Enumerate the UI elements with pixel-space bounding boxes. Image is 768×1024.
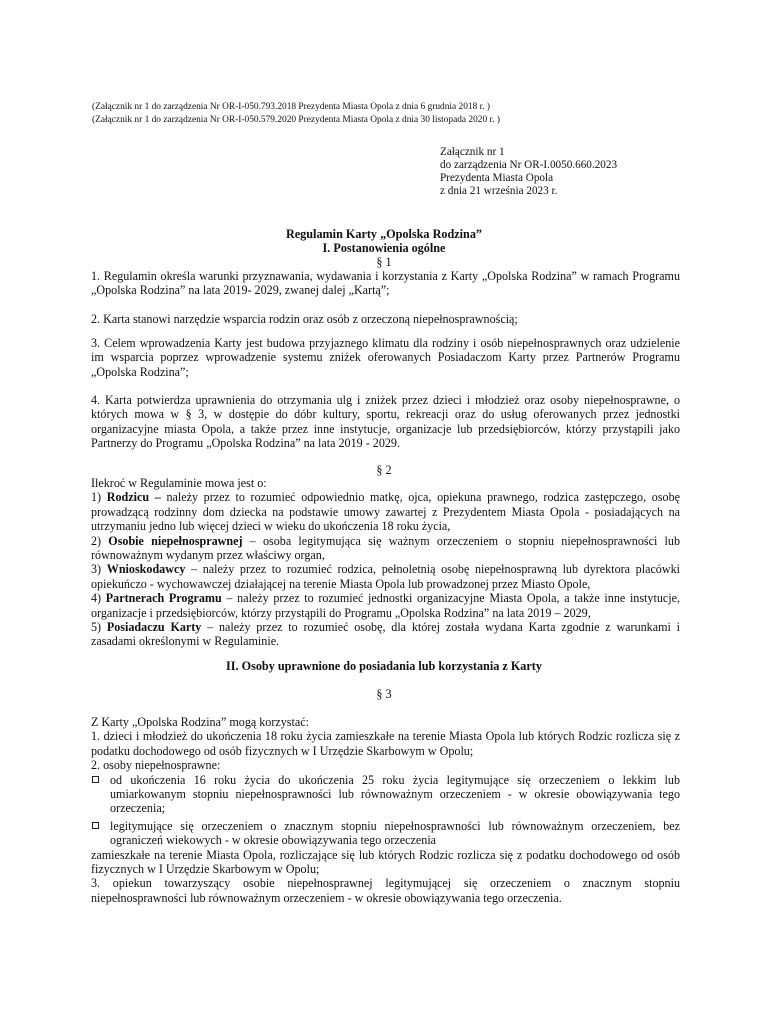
definition-number: 1) [91,490,107,505]
amendment-notes [92,101,500,127]
definition-item [91,562,680,591]
definition-number: 4) [91,591,106,606]
definition-term: Partnerach Programu [105,591,222,606]
definition-text: – należy przez to rozumieć osobę, dla której została wydana Karta zgodnie z warunkami i zasadami określonymi w Regulaminie. [91,620,680,649]
definition-item [91,591,680,620]
paragraph-1-mark: § 1 [376,255,392,269]
definition-item [91,534,680,563]
eligibility-item-3: 3. opiekun towarzyszący osobie niepełnosprawnej legitymującej się orzeczeniem o znacznym stopniu niepełnosprawności lub równoważnym orzeczeniem - w okresie obowiązywania tego orzeczenia. [91,876,680,905]
attachment-line-4: z dnia 21 września 2023 r. [440,185,558,197]
amendment-note-1: (Załącznik nr 1 do zarządzenia Nr OR-I-050.793.2018 Prezydenta Miasta Opola z dnia 6 grudnia 2018 r. ) [92,102,491,112]
attachment-line-3: Prezydenta Miasta Opola [440,172,554,184]
attachment-line-1: Załącznik nr 1 [440,146,505,158]
eligibility-item-2-tail: zamieszkałe na terenie Miasta Opola, rozliczające się lub których Rodzic rozlicza się z podatku dochodowego od osób fizycznych w I Urzędzie Skarbowym w Opolu; [91,847,680,877]
square-bullet-icon [92,776,99,783]
definitions-intro: Ilekroć w Regulaminie mowa jest o: [91,476,267,490]
amendment-note-2: (Załącznik nr 1 do zarządzenia Nr OR-I-050.579.2020 Prezydenta Miasta Opola z dnia 30 listopada 2020 r. ) [92,115,500,125]
definition-number: 5) [91,620,107,635]
eligibility-item-2: 2. osoby niepełnosprawne: [91,758,221,773]
section-1-item-1: 1. Regulamin określa warunki przyznawania, wydawania i korzystania z Karty „Opolska Rodzina” w ramach Programu „Opolska Rodzina” na lata 2019- 2029, zwanej dalej „Kartą”; [91,269,680,298]
definitions-block [91,476,680,649]
definition-item [91,620,680,649]
definition-text: – należy przez to rozumieć jednostki organizacyjne Miasta Opola, a także inne instytucje, organizacje i przedsiębiorców, którzy przystąpili do Programu „Opolska Rodzina” na lata 2019 – 2029, [91,591,680,620]
attachment-line-2: do zarządzenia Nr OR-I.0050.660.2023 [440,159,618,171]
definition-term: Osobie niepełnosprawnej [108,533,243,548]
eligibility-intro: Z Karty „Opolska Rodzina” mogą korzystać: [91,715,309,729]
definition-item [91,490,680,533]
definition-number: 3) [91,562,107,577]
eligibility-bullet-1 [91,773,680,816]
attachment-header [440,146,617,198]
eligibility-block [91,715,680,905]
section-1-item-3: 3. Celem wprowadzenia Karty jest budowa przyjaznego klimatu dla rodziny i osób niepełnosprawnych oraz udzielenie im wsparcia poprzez wprowadzenie systemu zniżek oferowanych Posiadaczom Karty przez Partnerów Programu „Opolska Rodzina”; [91,336,680,379]
eligibility-bullet-2 [91,819,680,848]
definition-text: – osoba legitymująca się ważnym orzeczeniem o stopniu niepełnosprawności lub równoważnym wydanym przez właściwy organ, [91,533,680,563]
document-title: Regulamin Karty „Opolska Rodzina” [285,227,483,241]
definition-term: Rodzicu – [106,490,161,505]
bullet-text: legitymujące się orzeczeniem o znacznym stopniu niepełnosprawności lub równoważnym orzeczeniem, bez ograniczeń wiekowych - w okresie obowiązywania tego orzeczenia [110,818,680,848]
eligibility-item-1: 1. dzieci i młodzież do ukończenia 18 roku życia zamieszkałe na terenie Miasta Opola lub których Rodzic rozlicza się z podatku dochodowego od osób fizycznych w I Urzędzie Skarbowym w Opolu; [91,729,680,758]
definition-text: należy przez to rozumieć odpowiednio matkę, ojca, opiekuna prawnego, rodzica zastępczego, osobę prowadzącą rodzinny dom dziecka na podstawie umowy zawartej z Prezydentem Miasta Opola - posiadających na utrzymaniu jedno lub więcej dzieci w wieku do ukończenia 18 roku życia, [91,490,680,534]
bullet-text: od ukończenia 16 roku życia do ukończenia 25 roku życia legitymujące się orzeczeniem o lekkim lub umiarkowanym stopniu niepełnosprawności lub równoważnym orzeczeniem - w okresie obowiązywania tego orzeczenia; [110,772,680,816]
definition-term: Posiadaczu Karty [106,620,202,635]
section-2-heading: II. Osoby uprawnione do posiadania lub korzystania z Karty [226,659,542,673]
paragraph-2-mark: § 2 [376,463,392,477]
definition-text: – należy przez to rozumieć rodzica, pełnoletnią osobę niepełnosprawną lub dyrektora placówki opiekuńczo - wychowawczej działającej na terenie Miasta Opola lub prowadzonej przez Miasto Opole, [91,562,680,591]
section-1-heading: I. Postanowienia ogólne [322,241,446,255]
section-1-item-4: 4. Karta potwierdza uprawnienia do otrzymania ulg i zniżek przez dzieci i młodzież oraz osoby niepełnosprawne, o których mowa w § 3, w dostępie do dóbr kultury, sportu, rekreacji oraz do usług oferowanych przez jednostki organizacyjne miasta Opola, a także przez inne instytucje, organizacje lub przedsiębiorców, którzy przystąpili jako Partnerzy do Programu „Opolska Rodzina” na lata 2019 - 2029. [91,393,680,451]
definition-number: 2) [91,533,109,548]
paragraph-3-mark: § 3 [376,687,392,701]
definition-term: Wnioskodawcy [106,562,186,577]
square-bullet-icon [92,822,99,829]
section-1-item-2: 2. Karta stanowi narzędzie wsparcia rodzin oraz osób z orzeczoną niepełnosprawnością; [91,312,518,326]
